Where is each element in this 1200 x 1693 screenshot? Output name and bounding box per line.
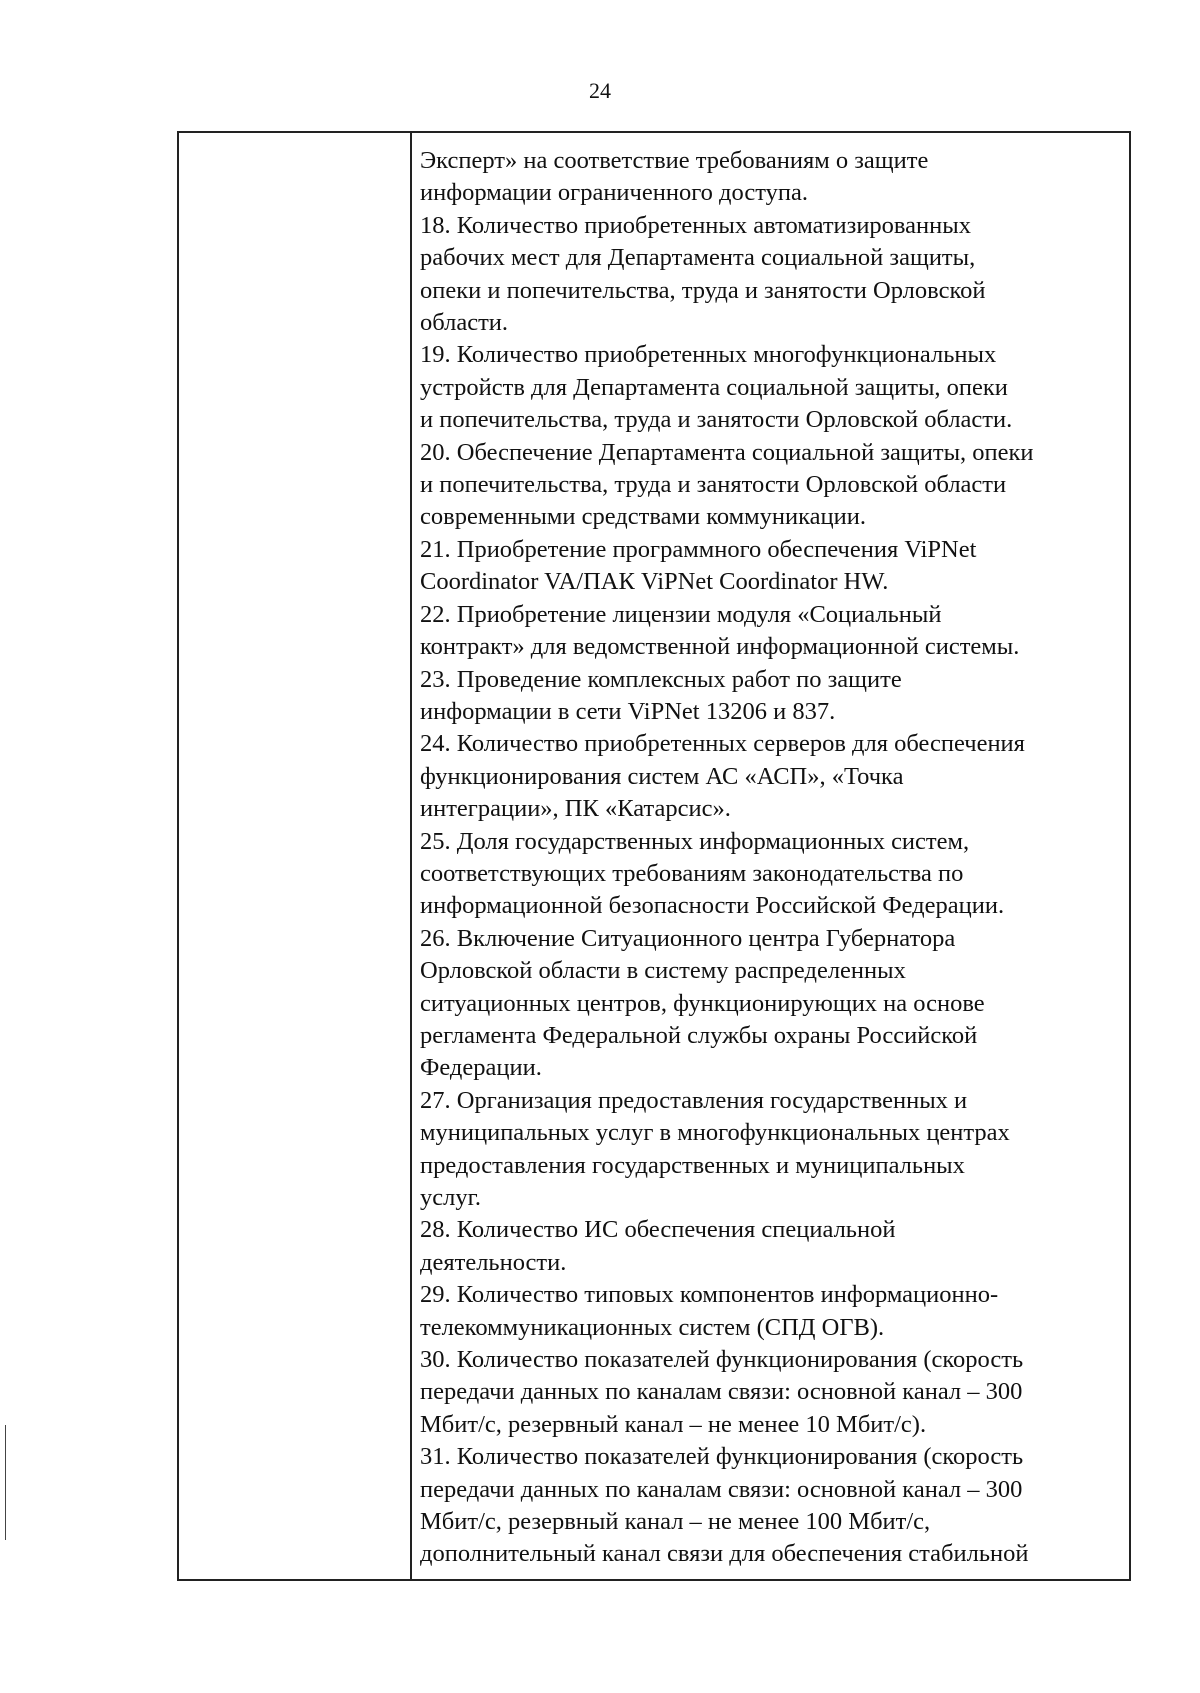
text-line: 20. Обеспечение Департамента социальной защиты, опеки: [420, 438, 1034, 466]
text-line: Мбит/с, резервный канал – не менее 10 Мбит/с).: [420, 1410, 927, 1438]
text-line: Coordinator VA/ПАК ViPNet Coordinator HW.: [420, 568, 889, 596]
text-line: информационной безопасности Российской Федерации.: [420, 892, 1005, 920]
text-line: информации ограниченного доступа.: [420, 179, 808, 207]
text-line: области.: [420, 309, 509, 337]
text-line: Орловской области в систему распределенных: [420, 957, 906, 985]
text-line: устройств для Департамента социальной защиты, опеки: [420, 373, 1008, 401]
text-line: 24. Количество приобретенных серверов для обеспечения: [420, 730, 1025, 758]
text-line: и попечительства, труда и занятости Орловской области.: [420, 406, 1013, 434]
text-line: опеки и попечительства, труда и занятости Орловской: [420, 276, 986, 304]
text-line: 18. Количество приобретенных автоматизированных: [420, 211, 971, 239]
text-line: современными средствами коммуникации.: [420, 503, 866, 531]
text-line: дополнительный канал связи для обеспечения стабильной: [420, 1540, 1029, 1568]
text-line: 22. Приобретение лицензии модуля «Социальный: [420, 600, 942, 628]
page-number: 24: [589, 78, 611, 103]
text-line: 19. Количество приобретенных многофункциональных: [420, 341, 997, 369]
text-line: соответствующих требованиям законодательства по: [420, 859, 964, 887]
text-line: муниципальных услуг в многофункциональных центрах: [420, 1119, 1010, 1147]
text-line: Эксперт» на соответствие требованиям о защите: [420, 147, 929, 174]
text-line: ситуационных центров, функционирующих на основе: [420, 989, 985, 1017]
text-line: телекоммуникационных систем (СПД ОГВ).: [420, 1313, 885, 1341]
text-line: Мбит/с, резервный канал – не менее 100 Мбит/с,: [420, 1508, 931, 1536]
table-left-cell: [179, 133, 412, 1579]
text-line: 26. Включение Ситуационного центра Губернатора: [420, 924, 956, 952]
text-line: 23. Проведение комплексных работ по защите: [420, 665, 902, 693]
text-line: передачи данных по каналам связи: основной канал – 300: [420, 1475, 1023, 1503]
text-line: 27. Организация предоставления государственных и: [420, 1086, 968, 1114]
text-line: 25. Доля государственных информационных систем,: [420, 827, 970, 855]
text-line: 31. Количество показателей функционирования (скорость: [420, 1443, 1024, 1471]
text-line: услуг.: [420, 1184, 482, 1211]
text-line: деятельности.: [420, 1248, 567, 1276]
text-line: функционирования систем АС «АСП», «Точка: [420, 762, 904, 790]
text-line: информации в сети ViPNet 13206 и 837.: [420, 697, 836, 725]
text-line: контракт» для ведомственной информационной системы.: [420, 633, 1020, 661]
table-right-cell: [414, 133, 1129, 1579]
text-line: рабочих мест для Департамента социальной защиты,: [420, 244, 976, 272]
text-line: 21. Приобретение программного обеспечения ViPNet: [420, 535, 977, 563]
text-line: предоставления государственных и муниципальных: [420, 1151, 965, 1179]
text-line: 29. Количество типовых компонентов информационно-: [420, 1281, 999, 1309]
margin-scan-mark: [5, 1425, 6, 1540]
text-line: Федерации.: [420, 1054, 542, 1082]
document-table: [177, 131, 1131, 1581]
text-line: и попечительства, труда и занятости Орловской области: [420, 471, 1007, 499]
text-line: 28. Количество ИС обеспечения специальной: [420, 1216, 896, 1244]
text-line: передачи данных по каналам связи: основной канал – 300: [420, 1378, 1023, 1406]
text-line: интеграции», ПК «Катарсис».: [420, 795, 731, 823]
text-line: регламента Федеральной службы охраны Российской: [420, 1021, 978, 1049]
text-line: 30. Количество показателей функционирования (скорость: [420, 1346, 1024, 1374]
